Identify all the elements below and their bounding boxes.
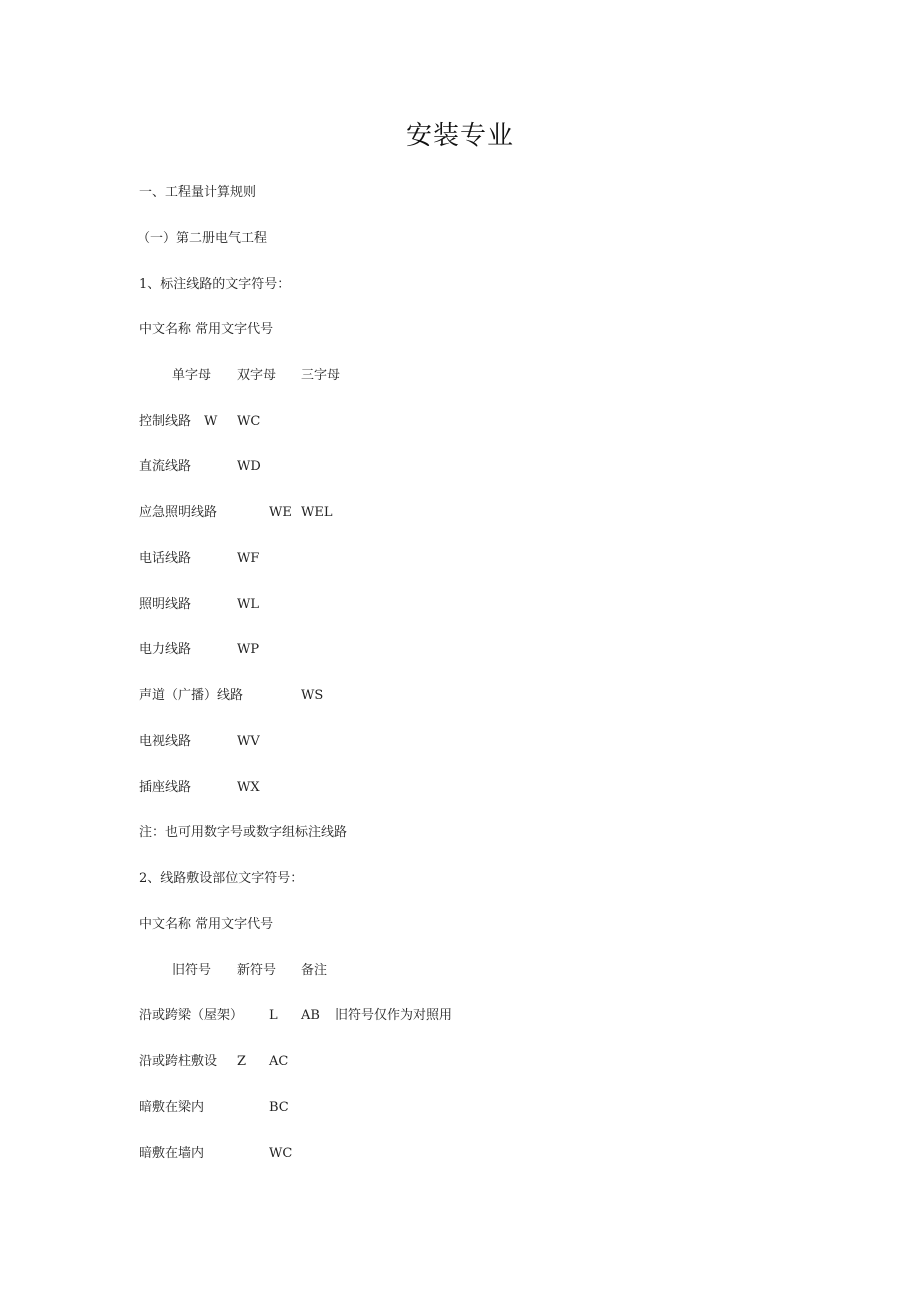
part1-header-row: 中文名称 常用文字代号 (139, 322, 274, 337)
table-row (139, 458, 539, 476)
table-row (139, 1053, 539, 1071)
row-name: 沿或跨柱敷设 (139, 1054, 218, 1069)
table-row (139, 596, 539, 614)
table-row (139, 641, 539, 659)
part2-heading: 2、线路敷设部位文字符号： (139, 871, 304, 886)
column-header-remark: 备注 (301, 963, 328, 978)
part1-column-headers (139, 367, 539, 385)
row-name: 电视线路 (139, 734, 192, 749)
row-double: WX (237, 780, 260, 795)
row-single: W (204, 414, 218, 429)
row-name: 插座线路 (139, 780, 192, 795)
row-double: WV (237, 734, 260, 749)
row-double: WD (237, 459, 261, 474)
row-new: AB (301, 1008, 320, 1023)
row-name: 直流线路 (139, 459, 192, 474)
row-old: L (269, 1008, 278, 1023)
row-double: WS (301, 688, 324, 703)
table-row (139, 687, 539, 705)
row-name: 暗敷在梁内 (139, 1100, 205, 1115)
table-row (139, 1145, 539, 1163)
row-old: Z (237, 1054, 247, 1069)
row-double: WP (237, 642, 260, 657)
part1-note: 注：也可用数字号或数字组标注线路 (139, 825, 348, 840)
table-row (139, 504, 539, 522)
row-name: 控制线路 (139, 414, 192, 429)
table-row (139, 1099, 539, 1117)
row-new: AC (269, 1054, 289, 1069)
row-double: WE (269, 505, 292, 520)
row-name: 沿或跨梁（屋架） (139, 1008, 244, 1023)
row-remark: 旧符号仅作为对照用 (335, 1008, 453, 1023)
row-name: 声道（广播）线路 (139, 688, 244, 703)
table-row (139, 550, 539, 568)
document-title: 安装专业 (405, 121, 514, 151)
part2-header-row: 中文名称 常用文字代号 (139, 917, 274, 932)
row-double: WC (237, 414, 261, 429)
section-heading: 一、工程量计算规则 (139, 185, 257, 200)
table-row (139, 1007, 599, 1025)
column-header-old: 旧符号 (172, 963, 212, 978)
row-name: 电话线路 (139, 551, 192, 566)
row-double: WL (237, 597, 259, 612)
column-header-double: 双字母 (237, 368, 277, 383)
part1-heading: 1、标注线路的文字符号： (139, 277, 291, 292)
row-triple: WEL (301, 505, 333, 520)
row-name: 应急照明线路 (139, 505, 218, 520)
table-row (139, 779, 539, 797)
row-double: WF (237, 551, 260, 566)
table-row (139, 413, 539, 431)
column-header-triple: 三字母 (301, 368, 341, 383)
section-subheading: （一）第二册电气工程 (137, 231, 268, 246)
column-header-new: 新符号 (237, 963, 277, 978)
row-new: BC (269, 1100, 289, 1115)
row-name: 电力线路 (139, 642, 192, 657)
row-name: 暗敷在墙内 (139, 1146, 205, 1161)
row-name: 照明线路 (139, 597, 192, 612)
row-new: WC (269, 1146, 293, 1161)
part2-column-headers (139, 962, 539, 980)
column-header-single: 单字母 (172, 368, 212, 383)
table-row (139, 733, 539, 751)
